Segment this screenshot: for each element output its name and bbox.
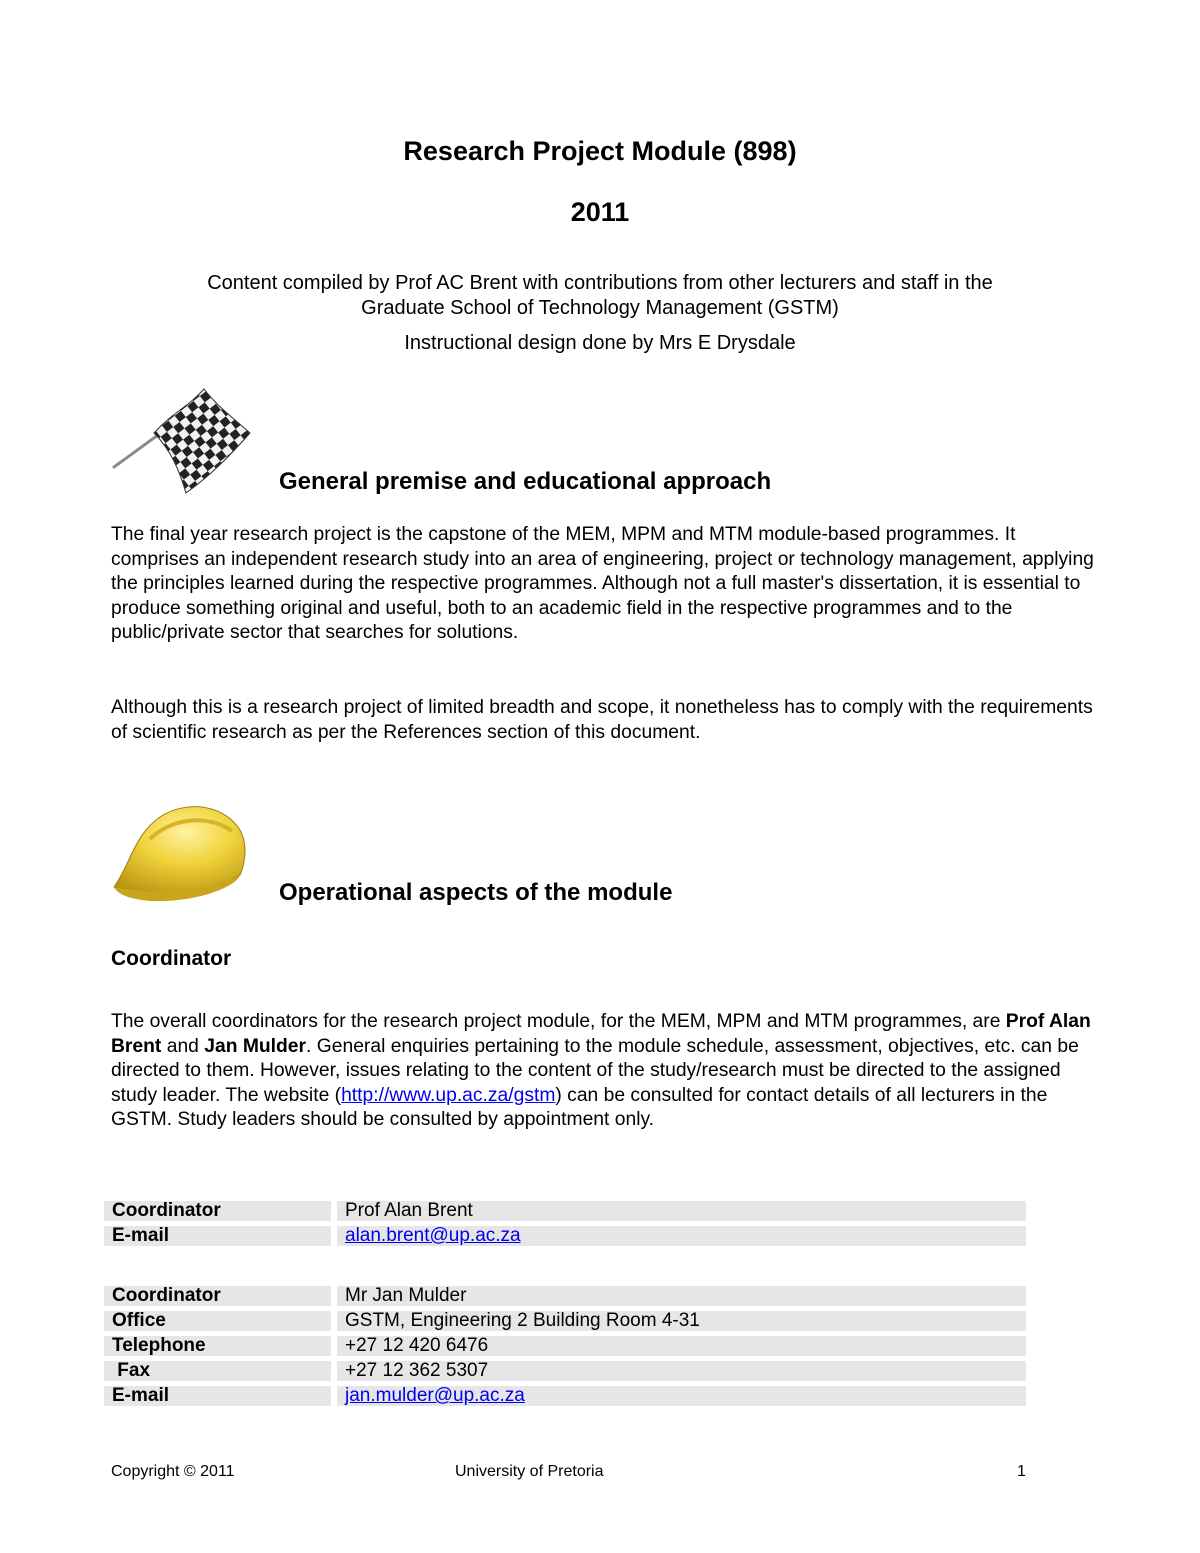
row-value: +27 12 420 6476: [337, 1336, 1026, 1356]
email-cell: [337, 1226, 1026, 1246]
footer-copyright: Copyright © 2011: [111, 1463, 235, 1480]
paragraph-coordinators: [111, 1010, 1096, 1133]
email-link-brent[interactable]: alan.brent@up.ac.za: [345, 1225, 521, 1246]
table-row: [104, 1361, 1026, 1381]
hard-hat-icon: [110, 795, 250, 905]
subheading-coordinator: Coordinator: [111, 947, 232, 970]
design-credit: Instructional design done by Mrs E Drysdale: [404, 332, 796, 354]
coordinator-name-mulder: Jan Mulder: [204, 1035, 307, 1057]
row-label: Fax: [104, 1361, 331, 1381]
paragraph-scope: Although this is a research project of limited breadth and scope, it nonetheless has to comply with the requirements of scientific research as per the References section of this document.: [111, 697, 1093, 743]
table-row: [104, 1311, 1026, 1331]
document-title: Research Project Module (898): [403, 136, 797, 166]
credit-text: [0, 271, 1200, 321]
coordinator-table-mulder: [104, 1281, 1026, 1411]
row-value: +27 12 362 5307: [337, 1361, 1026, 1381]
email-cell: [337, 1386, 1026, 1406]
row-label: Telephone: [104, 1336, 331, 1356]
row-label: Coordinator: [104, 1286, 331, 1306]
paragraph-premise: The final year research project is the capstone of the MEM, MPM and MTM module-based programmes. It comprises an independent research study into an area of engineering, project or technology management, applying the principles learned during the respective programmes. Although not a full master's dissertation, it is essential to produce something original and useful, both to an academic field in the respective programmes and to the public/private sector that searches for solutions.: [111, 524, 1094, 644]
section-heading-general-premise: General premise and educational approach: [279, 468, 772, 495]
row-value: Prof Alan Brent: [337, 1201, 1026, 1221]
row-value: Mr Jan Mulder: [337, 1286, 1026, 1306]
footer-page-number: 1: [1017, 1463, 1026, 1480]
row-label: E-mail: [104, 1226, 331, 1246]
paragraph-coordinators-part-2: . General enquiries pertaining to the module schedule, assessment, objectives, etc. can be directed to them. However, issues relating to the content of the study/research must be directed to the assigned study leader. The website (: [111, 1035, 1079, 1106]
website-link[interactable]: http://www.up.ac.za/gstm: [341, 1084, 556, 1106]
footer-institution: University of Pretoria: [455, 1463, 604, 1480]
credit-line-2: Graduate School of Technology Management (GSTM): [361, 297, 839, 319]
conjunction-text: and: [161, 1035, 205, 1057]
table-row: [104, 1226, 1026, 1246]
paragraph-coordinators-part-3: ) can be consulted for contact details of all lecturers in the GSTM. Study leaders should be consulted by appointment only.: [111, 1084, 1048, 1131]
section-heading-operational: Operational aspects of the module: [279, 879, 673, 906]
row-label: Coordinator: [104, 1201, 331, 1221]
row-label: E-mail: [104, 1386, 331, 1406]
table-row: [104, 1386, 1026, 1406]
table-row: [104, 1201, 1026, 1221]
row-label: Office: [104, 1311, 331, 1331]
checkered-flag-icon: [110, 385, 252, 497]
table-row: [104, 1336, 1026, 1356]
email-link-mulder[interactable]: jan.mulder@up.ac.za: [345, 1385, 525, 1406]
paragraph-coordinators-part-1: The overall coordinators for the research project module, for the MEM, MPM and MTM programmes, are: [111, 1011, 1006, 1032]
coordinator-name-brent: Prof Alan Brent: [111, 1011, 1091, 1057]
table-row: [104, 1286, 1026, 1306]
credit-line-1: Content compiled by Prof AC Brent with contributions from other lecturers and staff in the: [207, 272, 993, 294]
row-value: GSTM, Engineering 2 Building Room 4-31: [337, 1311, 1026, 1331]
coordinator-table-brent: [104, 1196, 1026, 1251]
document-year: 2011: [570, 197, 630, 227]
